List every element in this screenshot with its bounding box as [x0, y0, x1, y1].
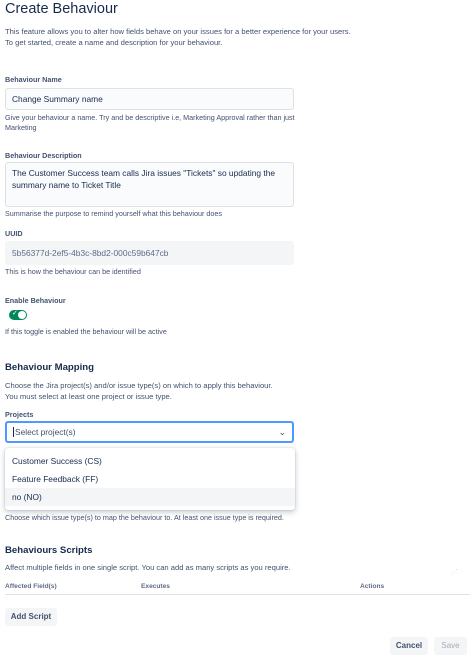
dropdown-option[interactable]: Customer Success (CS) [12, 456, 102, 466]
scripts-title: Behaviours Scripts [5, 545, 93, 556]
scripts-table-header [5, 583, 470, 595]
projects-placeholder: Select project(s) [15, 427, 76, 437]
mapping-desc [5, 380, 465, 402]
uuid-label: UUID [5, 229, 23, 238]
name-label: Behaviour Name [5, 75, 62, 84]
resize-handle-icon: ⋰ [451, 569, 457, 576]
description-help: Summarise the purpose to remind yourself what this behaviour does [5, 209, 222, 218]
scripts-desc: Affect multiple fields in one single script. You can add as many scripts as you require. [5, 563, 291, 572]
intro-text [5, 26, 465, 48]
uuid-help: This is how the behaviour can be identified [5, 267, 141, 276]
uuid-field: 5b56377d-2ef5-4b3c-8bd2-000c59b647cb [5, 241, 294, 265]
cancel-button[interactable]: Cancel [390, 637, 428, 655]
toggle-knob [18, 311, 26, 319]
enable-help: If this toggle is enabled the behaviour will be active [5, 327, 167, 336]
dropdown-option[interactable]: Feature Feedback (FF) [12, 474, 99, 484]
add-script-button[interactable]: Add Script [5, 608, 57, 626]
mapping-desc-line-2: You must select at least one project or issue type. [5, 392, 172, 401]
dropdown-option[interactable]: no (NO) [5, 488, 295, 506]
mapping-title: Behaviour Mapping [5, 362, 95, 373]
column-actions: Actions [360, 583, 385, 590]
intro-line-1: This feature allows you to alter how fields behave on your issues for a better experience for your users. [5, 27, 351, 36]
enable-toggle[interactable] [9, 310, 27, 320]
check-icon: ✓ [12, 310, 18, 317]
description-input[interactable]: The Customer Success team calls Jira issues "Tickets" so updating the summary name to Ticket Title [5, 162, 294, 207]
text-caret [13, 427, 14, 437]
projects-select[interactable] [5, 421, 294, 443]
column-executes: Executes [141, 583, 170, 590]
name-input[interactable]: Change Summary name [5, 88, 294, 110]
save-button[interactable]: Save [434, 637, 467, 655]
enable-label: Enable Behaviour [5, 296, 66, 305]
projects-label: Projects [5, 410, 34, 419]
page-title: Create Behaviour [5, 1, 118, 17]
issue-types-help: Choose which issue type(s) to map the behaviour to. At least one issue type is required. [5, 513, 284, 522]
name-help: Give your behaviour a name. Try and be descriptive i.e, Marketing Approval rather than just Marketing [5, 113, 295, 132]
description-label: Behaviour Description [5, 151, 82, 160]
mapping-desc-line-1: Choose the Jira project(s) and/or issue type(s) on which to apply this behaviour. [5, 381, 273, 390]
projects-dropdown [5, 448, 295, 510]
intro-line-2: To get started, create a name and description for your behaviour. [5, 38, 223, 47]
column-affected-fields: Affected Field(s) [5, 583, 57, 590]
chevron-down-icon[interactable]: ⌄ [278, 427, 286, 437]
